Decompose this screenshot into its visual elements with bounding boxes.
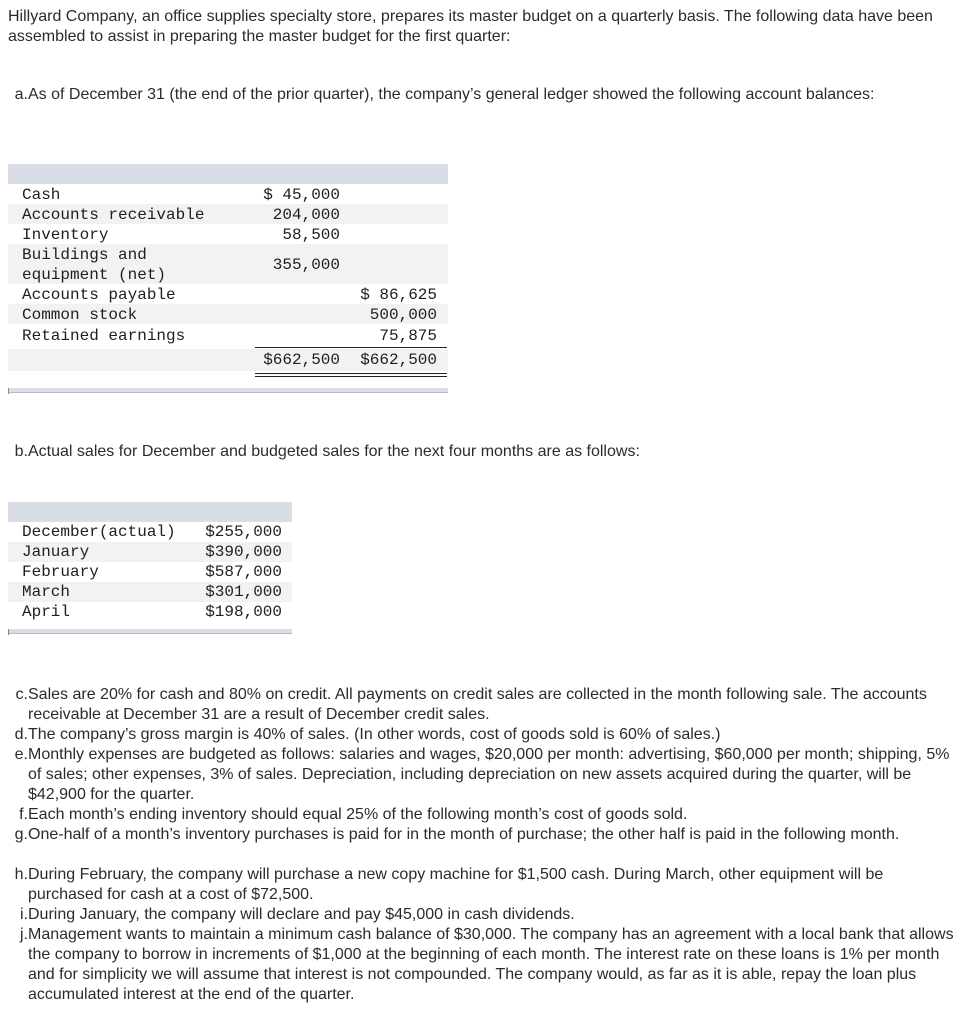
sales-table bbox=[8, 502, 292, 642]
month-name: December(actual) bbox=[22, 523, 176, 541]
account-name-line2: equipment (net) bbox=[22, 266, 167, 284]
table-corner-tick bbox=[8, 629, 9, 635]
account-name: Accounts receivable bbox=[22, 206, 205, 224]
item-d bbox=[8, 725, 958, 745]
sales-amount: $255,000 bbox=[205, 523, 282, 541]
item-j bbox=[8, 925, 958, 1005]
item-g-text: One-half of a month’s inventory purchases is paid for in the month of purchase; the other half is paid in the following month. bbox=[28, 826, 900, 843]
item-g-label: g. bbox=[14, 826, 28, 843]
credit-value: 75,875 bbox=[379, 327, 437, 345]
item-f-text: Each month’s ending inventory should equal 25% of the following month’s cost of goods sold. bbox=[28, 806, 688, 823]
total-underline bbox=[255, 347, 447, 348]
item-i-label: i. bbox=[20, 906, 28, 923]
item-j-label: j. bbox=[20, 926, 28, 943]
item-d-text: The company’s gross margin is 40% of sales. (In other words, cost of goods sold is 60% of sales.) bbox=[28, 726, 721, 743]
table-corner-tick bbox=[8, 388, 9, 394]
sales-amount: $587,000 bbox=[205, 563, 282, 581]
item-i bbox=[8, 905, 958, 925]
item-a-label: a. bbox=[14, 86, 28, 103]
debit-value: 355,000 bbox=[272, 256, 340, 274]
account-name-line1: Buildings and bbox=[22, 246, 147, 264]
item-e-text: Monthly expenses are budgeted as follows: salaries and wages, $20,000 per month: advertising, $60,000 per month; shipping, 5% of sales; other expenses, 3% of sales. Depreciation, including depreciation on new assets acquired during the quarter, will be $42,900 for the quarter. bbox=[28, 746, 950, 803]
item-h-label: h. bbox=[14, 866, 28, 883]
item-c-label: c. bbox=[15, 686, 28, 703]
account-name: Common stock bbox=[22, 306, 138, 324]
item-h-text: During February, the company will purchase a new copy machine for $1,500 cash. During March, other equipment will be purchased for cash at a cost of $72,500. bbox=[28, 866, 884, 903]
item-b-label: b. bbox=[14, 443, 28, 460]
item-b bbox=[8, 442, 958, 462]
item-c-text: Sales are 20% for cash and 80% on credit. All payments on credit sales are collected in the month following sale. The accounts receivable at December 31 are a result of December credit sales. bbox=[28, 686, 927, 723]
item-e bbox=[8, 745, 958, 805]
total-debit: $662,500 bbox=[263, 351, 340, 369]
account-name: Accounts payable bbox=[22, 286, 176, 304]
table-header-band bbox=[8, 502, 292, 522]
month-name: February bbox=[22, 563, 99, 581]
intro-paragraph: Hillyard Company, an office supplies specialty store, prepares its master budget on a quarterly basis. The following data have been assembled to assist in preparing the master budget for the first quarter: bbox=[8, 8, 933, 45]
account-name: Cash bbox=[22, 186, 61, 204]
item-a bbox=[8, 85, 958, 105]
account-name: Inventory bbox=[22, 226, 109, 244]
item-d-label: d. bbox=[14, 726, 28, 743]
debit-value: $ 45,000 bbox=[263, 186, 340, 204]
item-e-label: e. bbox=[14, 746, 28, 763]
item-f-label: f. bbox=[19, 806, 28, 823]
sales-amount: $198,000 bbox=[205, 603, 282, 621]
balances-table bbox=[8, 164, 448, 399]
credit-value: $ 86,625 bbox=[360, 286, 437, 304]
table-bottom-bar bbox=[8, 388, 448, 393]
total-double-underline bbox=[255, 373, 447, 377]
debit-value: 58,500 bbox=[282, 226, 340, 244]
month-name: April bbox=[22, 603, 71, 621]
item-b-text: Actual sales for December and budgeted sales for the next four months are as follows: bbox=[28, 443, 640, 460]
item-j-text: Management wants to maintain a minimum cash balance of $30,000. The company has an agreement with a local bank that allows the company to borrow in increments of $1,000 at the beginning of each month. The interest rate on these loans is 1% per month and for simplicity we will assume that interest is not compounded. The company would, as far as it is able, repay the loan plus accumulated interest at the end of the quarter. bbox=[28, 926, 954, 1003]
debit-value: 204,000 bbox=[272, 206, 340, 224]
item-a-text: As of December 31 (the end of the prior quarter), the company’s general ledger showed the following account balances: bbox=[28, 86, 875, 103]
table-header-band bbox=[8, 164, 448, 184]
item-i-text: During January, the company will declare and pay $45,000 in cash dividends. bbox=[28, 906, 575, 923]
account-name: Retained earnings bbox=[22, 327, 186, 345]
item-h bbox=[8, 865, 958, 905]
item-g bbox=[8, 825, 958, 845]
credit-value: 500,000 bbox=[369, 306, 437, 324]
sales-amount: $301,000 bbox=[205, 583, 282, 601]
month-name: March bbox=[22, 583, 71, 601]
item-f bbox=[8, 805, 958, 825]
month-name: January bbox=[22, 543, 90, 561]
table-bottom-bar bbox=[8, 629, 292, 634]
item-c bbox=[8, 685, 958, 725]
total-credit: $662,500 bbox=[360, 351, 437, 369]
sales-amount: $390,000 bbox=[205, 543, 282, 561]
